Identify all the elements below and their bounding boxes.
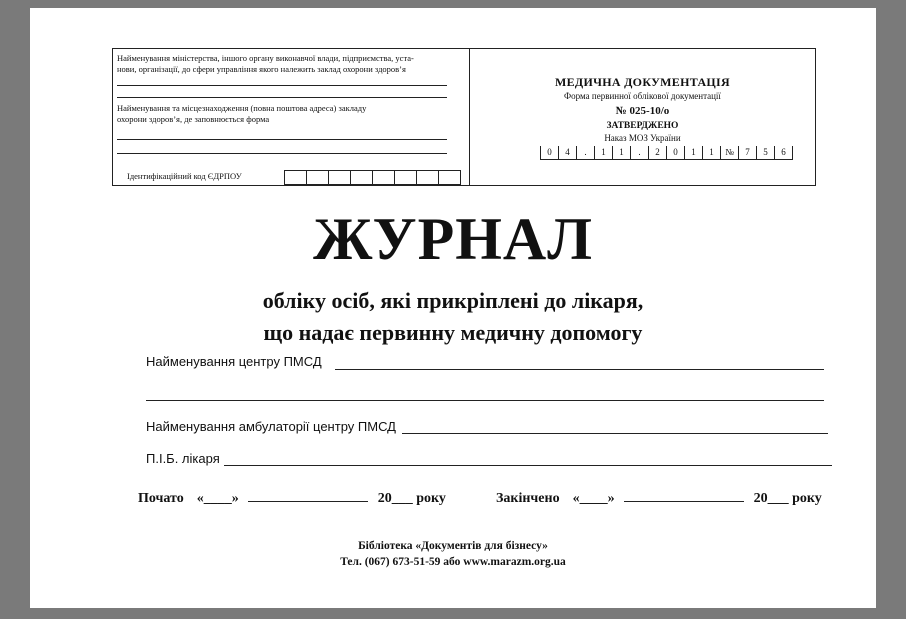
order-digit: . bbox=[630, 146, 648, 160]
footer-library: Бібліотека «Документів для бізнесу» bbox=[358, 540, 548, 552]
header-left-block bbox=[113, 49, 470, 185]
order-digit: 1 bbox=[612, 146, 630, 160]
medical-doc-title: МЕДИЧНА ДОКУМЕНТАЦІЯ bbox=[555, 75, 730, 89]
doctor-field-label: П.І.Б. лікаря bbox=[146, 451, 220, 466]
ministry-fill-line bbox=[117, 85, 447, 86]
end-day-field: «____» bbox=[572, 491, 615, 506]
edrpou-label: Ідентифікаційний код ЄДРПОУ bbox=[127, 171, 242, 181]
edrpou-cell bbox=[284, 170, 307, 185]
edrpou-cell bbox=[372, 170, 395, 185]
start-date bbox=[138, 491, 446, 507]
order-digit: . bbox=[576, 146, 594, 160]
ambulatory-field-label: Найменування амбулаторії центру ПМСД bbox=[146, 419, 396, 434]
center-field-label: Найменування центру ПМСД bbox=[146, 354, 322, 369]
start-year-field: 20___ року bbox=[377, 491, 446, 506]
center-field-line bbox=[335, 369, 824, 370]
order-digit: 6 bbox=[774, 146, 793, 160]
edrpou-cell bbox=[394, 170, 417, 185]
facility-caption-line2: охорони здоров’я, де заповнюється форма bbox=[117, 114, 270, 124]
edrpou-cell bbox=[350, 170, 373, 185]
order-digit: 5 bbox=[756, 146, 774, 160]
footer-contacts: Тел. (067) 673-51-59 або www.marazm.org.ua bbox=[340, 556, 566, 568]
document-page bbox=[30, 8, 876, 608]
edrpou-cell bbox=[328, 170, 351, 185]
order-digit: 0 bbox=[540, 146, 558, 160]
order-digit: 1 bbox=[684, 146, 702, 160]
end-year-field: 20___ року bbox=[753, 491, 822, 506]
facility-caption bbox=[117, 103, 462, 125]
order-digit: 1 bbox=[702, 146, 720, 160]
order-caption: Наказ МОЗ України bbox=[604, 133, 681, 143]
approved-label: ЗАТВЕРДЖЕНО bbox=[606, 121, 679, 131]
ambulatory-field-line bbox=[402, 433, 828, 434]
ministry-caption-line1: Найменування міністерства, іншого органу виконавчої влади, підприємства, уста- bbox=[117, 53, 414, 63]
journal-title: ЖУРНАЛ bbox=[313, 206, 593, 272]
order-digit: 1 bbox=[594, 146, 612, 160]
facility-caption-line1: Найменування та місцезнаходження (повна поштова адреса) закладу bbox=[117, 103, 367, 113]
doctor-field-line bbox=[224, 465, 832, 466]
header-right-block bbox=[470, 49, 815, 185]
end-date-label: Закінчено bbox=[496, 491, 560, 506]
end-month-line bbox=[624, 501, 744, 502]
ministry-caption bbox=[117, 53, 462, 75]
order-digit: 7 bbox=[738, 146, 756, 160]
start-date-label: Почато bbox=[138, 491, 184, 506]
facility-fill-line bbox=[117, 153, 447, 154]
order-digit: 0 bbox=[666, 146, 684, 160]
edrpou-cell bbox=[416, 170, 439, 185]
order-digits bbox=[540, 146, 793, 160]
start-day-field: «____» bbox=[196, 491, 239, 506]
form-number: № 025-10/о bbox=[615, 105, 670, 117]
journal-subtitle-line1: обліку осіб, які прикріплені до лікаря, bbox=[262, 288, 644, 313]
form-type-caption: Форма первинної облікової документації bbox=[564, 91, 721, 101]
order-digit: 2 bbox=[648, 146, 666, 160]
end-date bbox=[496, 491, 822, 507]
order-digit: 4 bbox=[558, 146, 576, 160]
journal-subtitle-line2: що надає первинну медичну допомогу bbox=[263, 320, 643, 345]
edrpou-cell bbox=[438, 170, 461, 185]
ministry-caption-line2: нови, організації, до сфери управління якого належить заклад охорони здоров’я bbox=[117, 64, 406, 74]
order-digit: № bbox=[720, 146, 738, 160]
edrpou-cell bbox=[306, 170, 329, 185]
facility-fill-line bbox=[117, 139, 447, 140]
edrpou-code-cells bbox=[285, 170, 461, 185]
form-header bbox=[112, 48, 816, 186]
center-field-line bbox=[146, 400, 824, 401]
ministry-fill-line bbox=[117, 97, 447, 98]
start-month-line bbox=[248, 501, 368, 502]
